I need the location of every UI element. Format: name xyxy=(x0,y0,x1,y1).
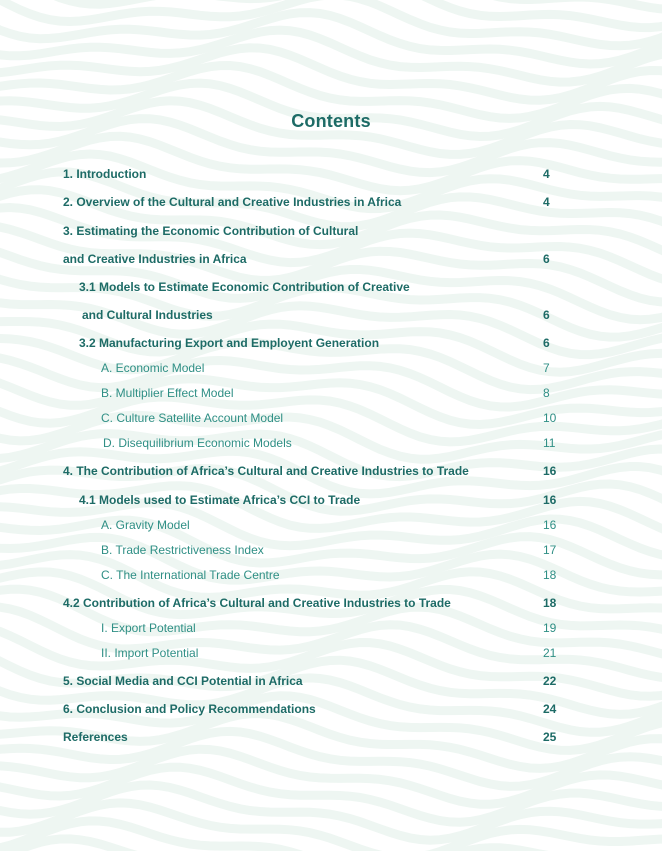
toc-entry-text: C. Culture Satellite Account Model xyxy=(101,411,284,425)
toc-entry-3-2[interactable] xyxy=(0,333,662,353)
toc-entry-page: 6 xyxy=(543,252,550,266)
toc-entry-text: 2. Overview of the Cultural and Creative Industries in Africa xyxy=(63,195,402,209)
toc-entry-estimating-line2[interactable] xyxy=(0,249,662,269)
toc-entry-contribution-trade[interactable] xyxy=(0,461,662,481)
toc-entry-page: 7 xyxy=(543,361,550,375)
toc-entry-page: 16 xyxy=(543,493,557,507)
toc-entry-page: 24 xyxy=(543,702,557,716)
toc-entry-page: 16 xyxy=(543,464,557,478)
toc-entry-social-media[interactable] xyxy=(0,671,662,691)
toc-entry-estimating-line1[interactable] xyxy=(0,221,662,241)
toc-entry-text: I. Export Potential xyxy=(101,621,196,635)
toc-entry-references[interactable] xyxy=(0,727,662,747)
toc-entry-text: D. Disequilibrium Economic Models xyxy=(103,436,292,450)
toc-entry-text: 3.1 Models to Estimate Economic Contribution of Creative xyxy=(79,280,410,294)
toc-entry-export-potential[interactable] xyxy=(0,618,662,638)
toc-entry-text: 4.1 Models used to Estimate Africa’s CCI to Trade xyxy=(79,493,361,507)
toc-entry-3-1-line1[interactable] xyxy=(0,277,662,297)
toc-entry-page: 22 xyxy=(543,674,557,688)
toc-entry-satellite-account[interactable] xyxy=(0,408,662,428)
toc-entry-text: and Creative Industries in Africa xyxy=(63,252,247,266)
toc-entry-trade-restrictiveness[interactable] xyxy=(0,540,662,560)
toc-entry-text: 5. Social Media and CCI Potential in Africa xyxy=(63,674,303,688)
toc-entry-text: References xyxy=(63,730,128,744)
toc-entry-page: 8 xyxy=(543,386,550,400)
toc-entry-conclusion[interactable] xyxy=(0,699,662,719)
toc-entry-text: A. Economic Model xyxy=(101,361,205,375)
toc-entry-text: 3. Estimating the Economic Contribution of Cultural xyxy=(63,224,359,238)
toc-entry-itc[interactable] xyxy=(0,565,662,585)
contents-title: Contents xyxy=(291,111,371,131)
toc-entry-3-1-line2[interactable] xyxy=(0,305,662,325)
toc-entry-page: 4 xyxy=(543,195,550,209)
toc-entry-multiplier-model[interactable] xyxy=(0,383,662,403)
toc-entry-introduction[interactable] xyxy=(0,164,662,184)
toc-entry-page: 18 xyxy=(543,596,557,610)
toc-entry-disequilibrium[interactable] xyxy=(0,433,662,453)
toc-entry-page: 21 xyxy=(543,646,557,660)
toc-entry-page: 16 xyxy=(543,518,557,532)
toc-entry-page: 6 xyxy=(543,308,550,322)
toc-entry-text: 6. Conclusion and Policy Recommendations xyxy=(63,702,316,716)
toc-entry-text: B. Multiplier Effect Model xyxy=(101,386,234,400)
toc-entry-gravity-model[interactable] xyxy=(0,515,662,535)
toc-entry-overview[interactable] xyxy=(0,192,662,212)
toc-entry-page: 6 xyxy=(543,336,550,350)
toc-entry-page: 25 xyxy=(543,730,557,744)
toc-entry-4-2[interactable] xyxy=(0,593,662,613)
toc-entry-text: A. Gravity Model xyxy=(101,518,190,532)
toc-entry-page: 19 xyxy=(543,621,557,635)
toc-entry-page: 18 xyxy=(543,568,557,582)
toc-entry-text: C. The International Trade Centre xyxy=(101,568,280,582)
toc-entry-page: 10 xyxy=(543,411,557,425)
toc-entry-text: 4.2 Contribution of Africa’s Cultural and Creative Industries to Trade xyxy=(63,596,451,610)
toc-entry-text: II. Import Potential xyxy=(101,646,199,660)
toc-entry-text: 1. Introduction xyxy=(63,167,147,181)
toc-entry-page: 4 xyxy=(543,167,550,181)
toc-entry-text: 3.2 Manufacturing Export and Employent Generation xyxy=(79,336,380,350)
toc-entry-text: and Cultural Industries xyxy=(82,308,213,322)
toc-entry-4-1[interactable] xyxy=(0,490,662,510)
toc-entry-text: 4. The Contribution of Africa’s Cultural and Creative Industries to Trade xyxy=(63,464,469,478)
toc-entry-import-potential[interactable] xyxy=(0,643,662,663)
toc-entry-text: B. Trade Restrictiveness Index xyxy=(101,543,264,557)
toc-entry-page: 17 xyxy=(543,543,557,557)
toc-entry-page: 11 xyxy=(543,436,556,450)
toc-entry-economic-model[interactable] xyxy=(0,358,662,378)
